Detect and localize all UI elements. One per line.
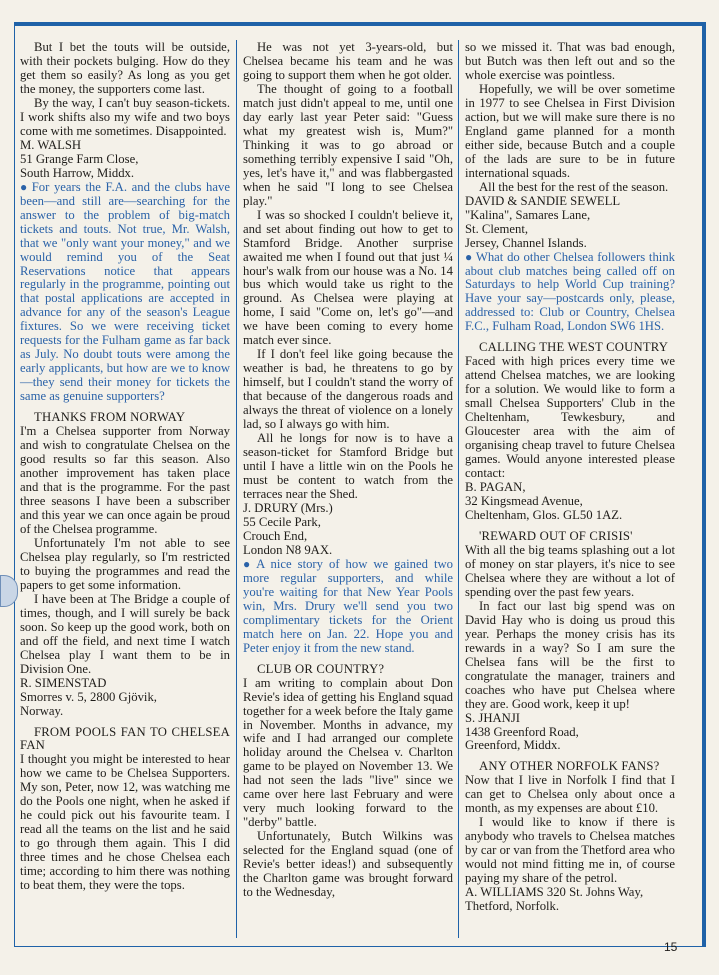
letter-signature: R. SIMENSTAD	[20, 675, 107, 690]
letter-heading: CLUB OR COUNTRY?	[257, 661, 385, 676]
letter-paragraph: Unfortunately I'm not able to see Chelsea play regularly, so I'm restricted to buying the programmes and read the papers to get some information.	[20, 535, 230, 592]
letter-heading: FROM POOLS FAN TO CHELSEA FAN	[20, 724, 230, 753]
letter-heading: ANY OTHER NORFOLK FANS?	[479, 759, 660, 774]
column-divider	[458, 40, 459, 938]
letter-paragraph: I thought you might be interested to hear how we came to be Chelsea Supporters. My son, Peter, now 12, was watching me do the Pools one night, when he asked if he could pick out his favourite team. I read all the teams on the list and he said to go through them again. This I did three times and he chose Chelsea each time; according to him there was nothing to beat them, they were the tops.	[20, 752, 230, 893]
letter-signature: A. WILLIAMS 320 St. Johns Way,	[465, 885, 644, 900]
letter-address: Smorres v. 5, 2800 Gjövik,	[20, 689, 157, 704]
letter-address: 1438 Greenford Road,	[465, 724, 579, 739]
letter-paragraph: With all the big teams splashing out a lot of money on star players, it's nice to see Chelsea where they are without a lot of spending over the past few years.	[465, 542, 675, 599]
letter-paragraph: All he longs for now is to have a season-ticket for Stamford Bridge but until I have a little win on the Pools he must be content to watch from the terraces near the Shed.	[243, 431, 453, 501]
letter-address: Greenford, Middx.	[465, 738, 561, 753]
letter-paragraph: All the best for the rest of the season.	[479, 179, 669, 194]
letter-address: South Harrow, Middx.	[20, 165, 135, 180]
letter-heading: 'REWARD OUT OF CRISIS'	[479, 528, 633, 543]
letter-paragraph: Faced with high prices every time we attend Chelsea matches, we are looking for a solution. We would like to form a small Chelsea Supporters' Club in the Cheltenham, Tewkesbury, and Gloucester area with the aim of organising cheap travel to future Chelsea games. Would anyone interested please contact:	[465, 354, 675, 481]
page-number: 15	[664, 940, 678, 954]
letter-signature: S. JHANJI	[465, 710, 520, 725]
letter-heading: THANKS FROM NORWAY	[34, 410, 186, 425]
bullet-icon: ●	[20, 179, 29, 194]
letter-signature: M. WALSH	[20, 137, 82, 152]
letter-paragraph: But I bet the touts will be outside, with their pockets bulging. How do they get them so easily? As long as you get the money, the supporters come last.	[20, 40, 230, 96]
editor-reply: ● For years the F.A. and the clubs have been—and still are—searching for the answer to the problem of big-match tickets and touts. Not true, Mr. Walsh, that we "only want your money," and we would remind you of the Seat Reservations notice that appears regularly in the programme, pointing out that postal applications are accepted in advance for any of the season's League fixtures. So we were receiving ticket requests for the Fulham game as far back as July. No doubt touts were among the early applicants, but how are we to know—they send their money for tickets the same as genuine supporters?	[20, 179, 230, 404]
letter-address: "Kalina", Samares Lane,	[465, 207, 591, 222]
editor-reply: ● A nice story of how we gained two more regular supporters, and while you're waiting for that New Year Pools win, Mrs. Drury we'll send you two complimentary tickets for the Orient match here on Jan. 22. Hope you and Peter enjoy it from the new stand.	[243, 556, 453, 655]
letter-paragraph: I would like to know if there is anybody who travels to Chelsea matches by car or van from the Thetford area who would not mind fitting me in, of course paying my share of the petrol.	[465, 815, 675, 886]
letter-paragraph: Hopefully, we will be over sometime in 1977 to see Chelsea in First Division action, but we will make sure there is no England game planned for a month either side, because Butch and a couple of the lads are sure to be in future international squads.	[465, 81, 675, 180]
letter-heading: CALLING THE WEST COUNTRY	[479, 340, 669, 355]
letter-address: 51 Grange Farm Close,	[20, 151, 139, 166]
letter-paragraph: Now that I live in Norfolk I find that I can get to Chelsea only about once a month, as my expenses are about £10.	[465, 773, 675, 816]
letter-paragraph: By the way, I can't buy season-tickets. I work shifts also my wife and two boys come with me sometimes. Disappointed.	[20, 95, 230, 138]
letter-paragraph: so we missed it. That was bad enough, but Butch was then left out and so the whole exercise was pointless.	[465, 40, 675, 82]
column-3	[465, 41, 675, 914]
letter-address: Norway.	[20, 703, 64, 718]
column-1	[20, 41, 230, 893]
letter-paragraph: I am writing to complain about Don Revie's idea of getting his England squad together for a week before the Italy game in November. Months in advance, my wife and I had arranged our complete holiday around the Chelsea v. Charlton game to be played on November 13. We had not seen the lads "live" since we came over here last February and were very much looking forward to the "derby" battle.	[243, 675, 453, 830]
letter-signature: B. PAGAN,	[465, 480, 526, 495]
letter-address: Thetford, Norfolk.	[465, 899, 560, 914]
letter-paragraph: Unfortunately, Butch Wilkins was selected for the England squad (one of Revie's better ideas!) and subsequently the Charlton game was brought forward to the Wednesday,	[243, 829, 453, 900]
editor-reply: ● What do other Chelsea followers think about club matches being called off on Saturdays to help World Cup training? Have your say—postcards only, please, addressed to: Club or Country, Chelsea F.C., Fulham Road, London SW6 1HS.	[465, 249, 676, 334]
letter-paragraph: I was so shocked I couldn't believe it, and set about finding out how to get to Stamford Bridge. Another surprise awaited me when I found out that just ¼ hour's walk from our house was a No. 14 bus which would take us right to the ground. As Chelsea were playing at home, I said "Come on, let's go"—and we have been coming to every home match ever since.	[243, 207, 453, 348]
letter-signature: J. DRURY (Mrs.)	[243, 500, 333, 515]
letter-address: 32 Kingsmead Avenue,	[465, 494, 583, 508]
bullet-icon: ●	[243, 556, 254, 571]
letter-paragraph: If I don't feel like going because the weather is bad, he threatens to go by himself, but I couldn't stand the worry of that because of the dangerous roads and always the threat of violence on a lonely lad, so I always go with him.	[243, 347, 453, 432]
letter-address: Crouch End,	[243, 528, 308, 543]
letter-signature: DAVID & SANDIE SEWELL	[465, 193, 621, 208]
column-divider	[236, 40, 237, 938]
letter-paragraph: He was not yet 3-years-old, but Chelsea became his team and he was going to support them when he got older.	[243, 40, 453, 82]
letter-address: St. Clement,	[465, 221, 529, 236]
letter-paragraph: In fact our last big spend was on David Hay who is doing us proud this year. Perhaps the money crisis has its rewards in a way? So I am sure the Chelsea fans will be the first to congratulate the manager, trainers and coaches who have put Chelsea where they are. Good work, keep it up!	[465, 598, 675, 711]
letter-address: Jersey, Channel Islands.	[465, 235, 587, 250]
letter-address: Cheltenham, Glos. GL50 1AZ.	[465, 507, 623, 522]
letter-paragraph: I'm a Chelsea supporter from Norway and wish to congratulate Chelsea on the good results so far this season. Also another improvement has taken place and that is the programme. For the past three seasons I have been a subscriber and this year we can once again be proud of the Chelsea programme.	[20, 424, 230, 536]
letter-address: London N8 9AX.	[243, 542, 333, 557]
bullet-icon: ●	[465, 249, 473, 264]
letter-paragraph: I have been at The Bridge a couple of times, though, and I will surely be back soon. So keep up the good work, both on and off the field, and next time I watch Chelsea play I want them to be in Division One.	[20, 591, 230, 676]
letter-paragraph: The thought of going to a football match just didn't appeal to me, until one day early last year Peter said: "Guess what my greatest wish is, Mum?" Thinking it was to go abroad or something terribly expensive I said "Oh, yes, let's have it," and was flabbergasted when he said "I long to see Chelsea play."	[243, 81, 453, 208]
letter-address: 55 Cecile Park,	[243, 514, 321, 529]
column-2	[243, 41, 453, 900]
